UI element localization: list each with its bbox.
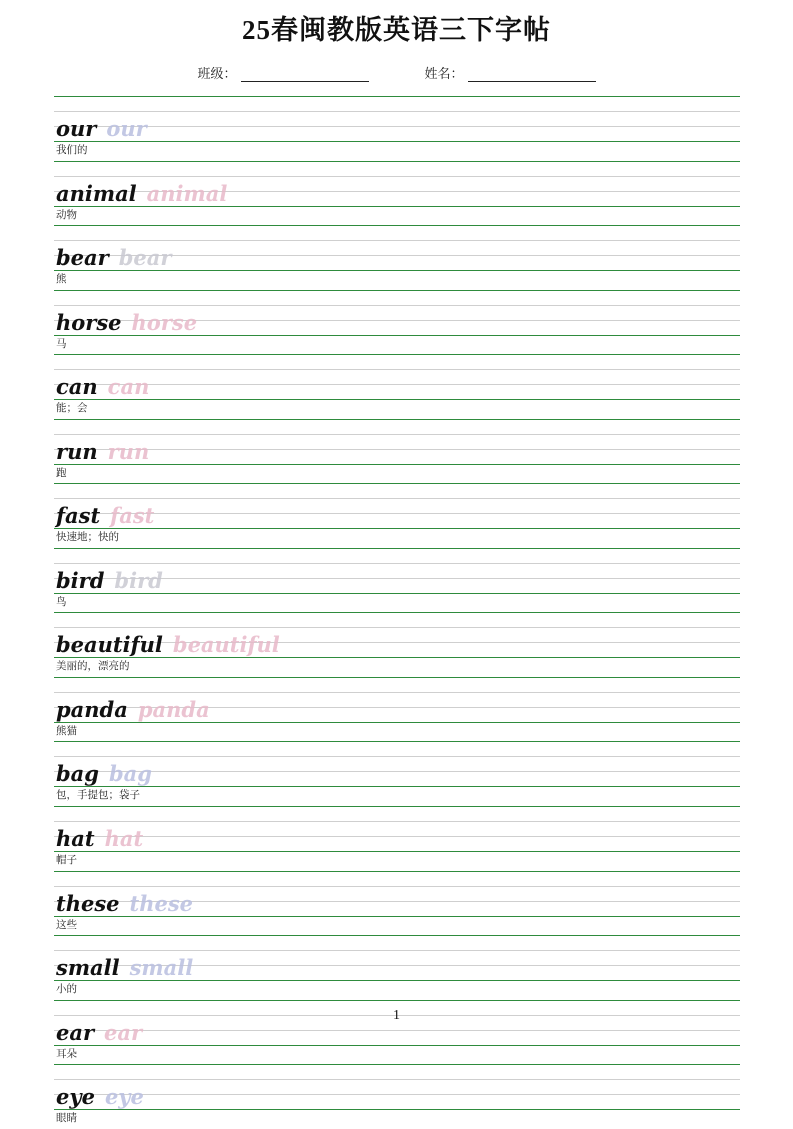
word-translation: 熊猫 — [56, 724, 77, 737]
word-model: hat — [56, 826, 95, 852]
word-translation: 能；会 — [56, 402, 88, 415]
staff-line — [54, 464, 740, 465]
word-model: small — [56, 955, 120, 981]
word-model: bird — [56, 567, 105, 593]
copybook-entry — [54, 354, 740, 419]
staff-words — [56, 747, 152, 787]
word-trace: bag — [108, 761, 152, 787]
word-model: ear — [56, 1019, 95, 1045]
word-model: can — [56, 374, 98, 400]
name-label: 姓名： — [424, 66, 464, 81]
copybook-entries — [54, 96, 740, 1129]
word-translation: 我们的 — [56, 144, 88, 156]
copybook-entry — [54, 483, 740, 548]
staff-words — [56, 167, 228, 206]
word-translation: 帽子 — [56, 854, 77, 867]
page-number: 1 — [393, 1008, 400, 1023]
staff-line — [54, 111, 740, 112]
handwriting-staff[interactable] — [54, 225, 740, 271]
staff-line — [54, 513, 740, 514]
handwriting-staff[interactable] — [54, 483, 740, 529]
word-translation: 马 — [56, 337, 67, 350]
staff-line — [54, 126, 740, 127]
word-model: bear — [56, 245, 109, 271]
word-model: these — [56, 890, 120, 916]
staff-words — [56, 812, 144, 852]
staff-line — [54, 483, 740, 484]
word-model: horse — [56, 309, 122, 335]
staff-line — [54, 980, 740, 981]
word-trace: beautiful — [172, 632, 280, 658]
staff-line — [54, 225, 740, 226]
class-field — [197, 63, 368, 82]
staff-words — [56, 554, 163, 593]
handwriting-staff[interactable] — [54, 419, 740, 465]
handwriting-staff[interactable] — [54, 677, 740, 723]
staff-line — [54, 916, 740, 917]
staff-words — [56, 360, 150, 400]
staff-line — [54, 806, 740, 807]
staff-line — [54, 756, 740, 757]
staff-words — [56, 425, 150, 464]
copybook-entry — [54, 935, 740, 1000]
handwriting-staff[interactable] — [54, 612, 740, 658]
staff-words — [56, 489, 155, 529]
word-model: animal — [56, 180, 137, 206]
staff-words — [56, 102, 147, 141]
staff-line — [54, 935, 740, 936]
staff-line — [54, 1030, 740, 1031]
staff-line — [54, 1000, 740, 1001]
class-input-blank[interactable] — [241, 67, 369, 82]
staff-line — [54, 528, 740, 529]
staff-line — [54, 871, 740, 872]
page-title: 25春闽教版英语三下字帖 — [242, 15, 551, 45]
staff-words — [56, 941, 194, 981]
staff-line — [54, 677, 740, 678]
staff-line — [54, 1064, 740, 1065]
handwriting-staff[interactable] — [54, 548, 740, 594]
staff-line — [54, 419, 740, 420]
word-model: fast — [56, 503, 101, 529]
handwriting-staff[interactable] — [54, 935, 740, 981]
staff-line — [54, 96, 740, 97]
word-translation: 小的 — [56, 983, 77, 996]
staff-line — [54, 657, 740, 658]
handwriting-staff[interactable] — [54, 96, 740, 142]
word-translation: 这些 — [56, 918, 77, 931]
word-trace: bird — [114, 567, 163, 593]
copybook-entry — [54, 96, 740, 161]
staff-words — [56, 683, 210, 722]
staff-line — [54, 741, 740, 742]
staff-line — [54, 399, 740, 400]
staff-line — [54, 141, 740, 142]
staff-words — [56, 877, 194, 916]
word-translation: 包，手提包；袋子 — [56, 789, 140, 802]
staff-line — [54, 335, 740, 336]
word-trace: bear — [118, 245, 172, 271]
staff-line — [54, 290, 740, 291]
staff-line — [54, 771, 740, 772]
staff-line — [54, 1094, 740, 1095]
word-translation: 快速地；快的 — [56, 531, 119, 544]
handwriting-staff[interactable] — [54, 806, 740, 852]
staff-line — [54, 1045, 740, 1046]
staff-line — [54, 548, 740, 549]
staff-line — [54, 384, 740, 385]
copybook-entry — [54, 290, 740, 355]
staff-line — [54, 354, 740, 355]
staff-line — [54, 821, 740, 822]
staff-line — [54, 1109, 740, 1110]
word-trace: hat — [104, 826, 144, 852]
staff-line — [54, 270, 740, 271]
staff-words — [56, 296, 198, 335]
word-translation: 跑 — [56, 466, 67, 479]
word-trace: ear — [104, 1019, 143, 1045]
handwriting-staff[interactable] — [54, 354, 740, 400]
copybook-entry — [54, 612, 740, 677]
word-translation: 动物 — [56, 208, 77, 221]
staff-line — [54, 593, 740, 594]
staff-line — [54, 851, 740, 852]
word-model: panda — [56, 696, 128, 722]
staff-line — [54, 498, 740, 499]
word-model: eye — [56, 1084, 95, 1110]
copybook-entry — [54, 1064, 740, 1129]
word-model: run — [56, 438, 98, 464]
staff-words — [56, 231, 172, 271]
word-trace: panda — [137, 696, 210, 722]
word-trace: these — [129, 890, 194, 916]
staff-words — [56, 1070, 144, 1110]
handwriting-staff[interactable] — [54, 741, 740, 787]
staff-line — [54, 206, 740, 207]
word-trace: eye — [104, 1084, 144, 1110]
word-trace: our — [106, 116, 147, 141]
word-translation: 美丽的，漂亮的 — [56, 660, 130, 673]
word-translation: 鸟 — [56, 595, 67, 608]
staff-line — [54, 836, 740, 837]
staff-line — [54, 434, 740, 435]
word-trace: animal — [146, 180, 228, 206]
copybook-entry — [54, 806, 740, 871]
staff-line — [54, 161, 740, 162]
word-model: beautiful — [56, 632, 163, 658]
copybook-entry — [54, 548, 740, 613]
copybook-entry — [54, 225, 740, 290]
copybook-entry — [54, 677, 740, 742]
word-translation: 熊 — [56, 273, 67, 286]
staff-line — [54, 1079, 740, 1080]
staff-line — [54, 369, 740, 370]
word-translation: 耳朵 — [56, 1047, 77, 1060]
handwriting-staff[interactable] — [54, 871, 740, 917]
word-trace: run — [107, 438, 150, 464]
staff-words — [56, 618, 280, 658]
word-trace: small — [129, 955, 194, 981]
staff-line — [54, 786, 740, 787]
name-input-blank[interactable] — [468, 67, 596, 82]
word-model: bag — [56, 761, 99, 787]
staff-line — [54, 722, 740, 723]
handwriting-staff[interactable] — [54, 161, 740, 207]
student-info-row — [0, 63, 793, 82]
staff-line — [54, 612, 740, 613]
copybook-entry — [54, 871, 740, 936]
word-trace: horse — [131, 309, 198, 335]
class-label: 班级： — [197, 66, 237, 81]
word-trace: fast — [110, 503, 155, 529]
word-trace: can — [107, 374, 150, 400]
handwriting-staff[interactable] — [54, 1064, 740, 1110]
name-field — [425, 63, 596, 82]
copybook-entry — [54, 419, 740, 484]
handwriting-staff[interactable] — [54, 290, 740, 336]
word-model: our — [56, 116, 97, 141]
copybook-entry — [54, 741, 740, 806]
word-translation: 眼睛 — [56, 1112, 77, 1125]
staff-line — [54, 449, 740, 450]
copybook-entry — [54, 161, 740, 226]
